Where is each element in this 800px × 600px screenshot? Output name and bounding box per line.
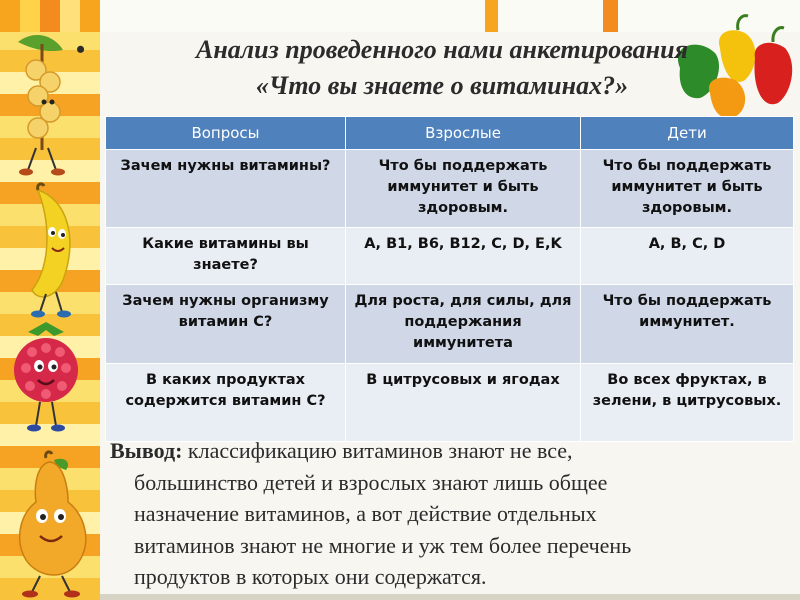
adults-answer-cell: Для роста, для силы, для поддержания иммунитета [346, 285, 581, 364]
conclusion-text [110, 435, 790, 593]
adults-answer-cell: А, В1, В6, В12, С, D, E,K [346, 228, 581, 285]
conclusion-line-1: классификацию витаминов знают не все, [187, 438, 573, 463]
question-cell: В каких продуктах содержится витамин С? [106, 364, 346, 442]
bottom-divider [100, 594, 800, 600]
conclusion-label: Вывод: [110, 438, 183, 463]
header-adults: Взрослые [346, 117, 581, 150]
top-band-panel [498, 0, 603, 32]
children-answer-cell: Что бы поддержать иммунитет. [581, 285, 794, 364]
raspberry-character-icon [6, 318, 86, 438]
question-cell: Зачем нужны организму витамин С? [106, 285, 346, 364]
children-answer-cell: А, В, С, D [581, 228, 794, 285]
currant-character-icon [8, 30, 78, 180]
table-row [106, 364, 794, 442]
survey-table [105, 116, 794, 442]
title-line-2: «Что вы знаете о витаминах?» [255, 71, 629, 100]
conclusion-line-5: продуктов в которых они содержатся. [134, 564, 487, 589]
conclusion-line-4: витаминов знают не многие и уж тем более перечень [134, 532, 632, 558]
conclusion-line-2: большинство детей и взрослых знают лишь общее [134, 469, 608, 495]
pear-character-icon [6, 448, 96, 598]
adults-answer-cell: В цитрусовых и ягодах [346, 364, 581, 442]
table-row [106, 228, 794, 285]
conclusion-line-3: назначение витаминов, а вот действие отдельных [134, 501, 597, 526]
header-questions: Вопросы [106, 117, 346, 150]
question-cell: Какие витамины вы знаете? [106, 228, 346, 285]
table-row [106, 285, 794, 364]
adults-answer-cell: Что бы поддержать иммунитет и быть здоровым. [346, 150, 581, 228]
table-row [106, 150, 794, 228]
bullet-icon: • [76, 35, 86, 64]
conclusion-line [110, 435, 790, 467]
slide-title [76, 32, 772, 104]
banana-character-icon [8, 180, 88, 320]
question-cell: Зачем нужны витамины? [106, 150, 346, 228]
children-answer-cell: Во всех фруктах, в зелени, в цитрусовых. [581, 364, 794, 442]
children-answer-cell: Что бы поддержать иммунитет и быть здоровым. [581, 150, 794, 228]
header-children: Дети [581, 117, 794, 150]
title-line-1: Анализ проведенного нами анкетирования [196, 35, 688, 64]
table-header-row [106, 117, 794, 150]
top-band-panel [100, 0, 485, 32]
